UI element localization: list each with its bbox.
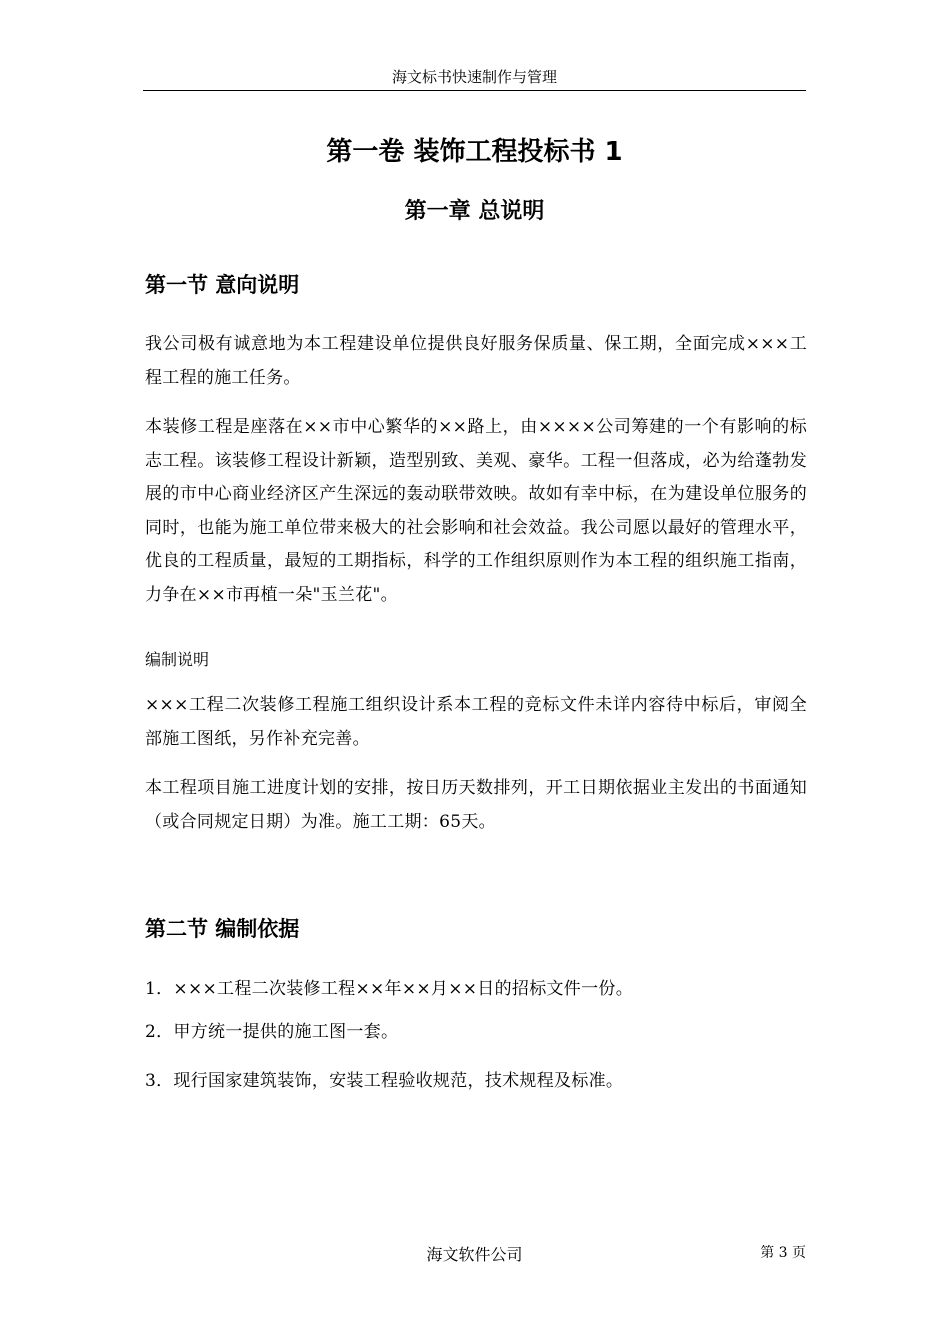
paragraph-intent-1: 我公司极有诚意地为本工程建设单位提供良好服务保质量、保工期，全面完成×××工程工程的施工任务。 [145, 334, 807, 388]
paragraph-intent-2: 本装修工程是座落在××市中心繁华的××路上，由××××公司筹建的一个有影响的标志工程。该装修工程设计新颖，造型别致、美观、豪华。工程一但落成，必为给蓬勃发展的市中心商业经济区产生深远的轰动联带效映。故如有幸中标，在为建设单位服务的同时，也能为施工单位带来极大的社会影响和社会效益。我公司愿以最好的管理水平，优良的工程质量，最短的工期指标，科学的工作组织原则作为本工程的组织施工指南，力争在××市再植一朵"玉兰花"。 [145, 417, 807, 605]
page-header: 海文标书快速制作与管理 [143, 64, 806, 91]
paragraph-compilation-1: ×××工程二次装修工程施工组织设计系本工程的竞标文件未详内容待中标后，审阅全部施工图纸，另作补充完善。 [145, 695, 807, 749]
section-title-intent: 第一节 意向说明 [145, 273, 300, 297]
list-item: 3．现行国家建筑装饰，安装工程验收规范，技术规程及标准。 [145, 1071, 624, 1091]
list-item: 2．甲方统一提供的施工图一套。 [145, 1022, 399, 1042]
chapter-title: 第一章 总说明 [404, 199, 545, 224]
list-item: 1．×××工程二次装修工程××年××月××日的招标文件一份。 [145, 979, 634, 999]
page-number: 第 3 页 [760, 1245, 806, 1261]
paragraph-compilation-2: 本工程项目施工进度计划的安排，按日历天数排列，开工日期依据业主发出的书面通知（或合同规定日期）为准。施工工期：65天。 [145, 778, 807, 832]
footer-company: 海文软件公司 [426, 1245, 523, 1264]
volume-title: 第一卷 装饰工程投标书 1 [326, 137, 623, 167]
section-title-basis: 第二节 编制依据 [145, 917, 300, 941]
sub-label-compilation: 编制说明 [145, 650, 210, 669]
